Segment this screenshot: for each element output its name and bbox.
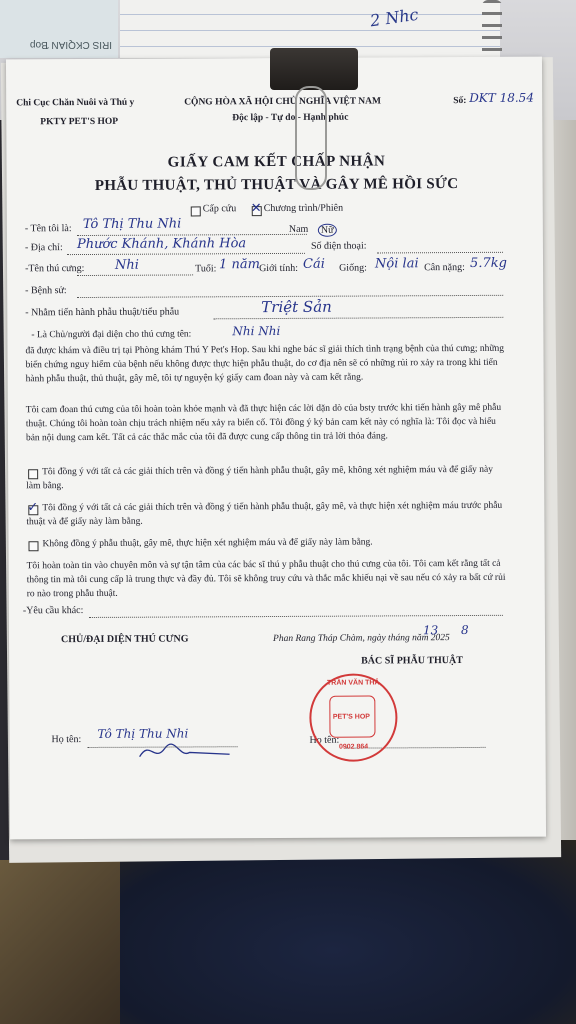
form-title-line1: GIẤY CAM KẾT CHẤP NHẬN [167,153,386,171]
breed-label: Giống: [339,262,367,274]
owner-name-value[interactable]: Tô Thị Thu Nhi [97,726,189,741]
choice2-text: Tôi đồng ý với tất cả các giải thích trên và đồng ý tiến hành phẫu thuật, gây mê, và thực hiện xét nghiệm máu trước phẫu thuật và để giấy này làm bằng. [26,500,503,528]
form-title-line2: PHẪU THUẬT, THỦ THUẬT VÀ GÂY MÊ HỒI SỨC [94,176,459,194]
header-motto: Độc lập - Tự do - Hạnh phúc [232,112,349,124]
checkbox-emergency[interactable] [191,206,201,216]
para3-text: Tôi hoàn toàn tin vào chuyên môn và sự tận tâm của các bác sĩ thú y phẫu thuật cho thú cưng của tôi. Tôi cam kết rằng tất cả thông tin mà tôi cung cấp là trung thực và đầy đủ. Tôi sẽ không truy cứu và thắc mắc khiếu nại về sau nếu có xảy ra bất cứ rủi ro nào trong phẫu thuật. [26,558,506,600]
gender-female-label[interactable]: Nữ [318,224,337,237]
para2-text: Tôi cam đoan thú cưng của tôi hoàn toàn khỏe mạnh và đã thực hiện các lời dặn dò của bsty trước khi tiến hành gây mê phẫu thuật. Chúng tôi hoàn toàn chịu trách nhiệm nếu xảy ra biến cố. Tôi đồng ý ký bản cam kết này có nghĩa là: Tôi đọc và hiểu bản nội dung cam kết. Tất cả các thắc mắc của tôi đã được cung cấp thông tin trả lời thỏa đáng. [25,402,502,444]
para1-start: - Là Chủ/người đại diện cho thú cưng tên: [31,329,192,341]
header-clinic: PKTY PET'S HOP [40,116,119,128]
weight-value[interactable]: 5.7kg [469,255,507,271]
stamp-brand: PET'S HOP [332,713,370,721]
owner-name-label: Họ tên: [51,734,82,746]
notebook-scribble: 2 Nhc [368,4,420,31]
breed-value[interactable]: Nội lai [374,256,419,272]
header-number-value: DKT 18.54 [469,90,534,105]
binder-clip-wire [295,86,327,190]
choice3-text: Không đồng ý phẫu thuật, gây mê, thực hiện xét nghiệm máu và để giấy này làm bằng. [42,537,373,550]
background-side-label: IRIS CKQIAN Ɓop [0,0,118,58]
option-program-label: Chương trình/Phiên [263,202,344,215]
header-country: CỘNG HÒA XÃ HỘI CHỦ NGHĨA VIỆT NAM [184,96,382,108]
choice1-text: Tôi đồng ý với tất cả các giải thích trên và đồng ý tiến hành phẫu thuật, gây mê, không xét nghiệm máu và để giấy này làm bằng. [26,464,494,492]
pet-name-value[interactable]: Nhi [115,257,139,273]
history-label: - Bệnh sử: [25,285,67,297]
notebook-line [120,46,500,47]
header-agency: Chi Cục Chăn Nuôi và Thú y [16,97,135,109]
background-cloth [90,840,576,1024]
consent-form [6,57,546,840]
date-text: Phan Rang Tháp Chàm, ngày tháng năm 2025 [272,633,450,645]
checkbox-program[interactable] [250,201,262,217]
age-value[interactable]: 1 năm [219,257,260,273]
age-label: Tuổi: [195,263,217,275]
header-number-label: Số: [453,95,467,107]
option-emergency-label: Cấp cứu [202,203,237,215]
para1-pet: Nhi Nhi [232,323,281,339]
gender-male-label: Nam [288,223,309,235]
address-line [67,253,305,255]
background-floor [0,860,120,1024]
name-value[interactable]: Tô Thị Thu Nhi [82,216,182,233]
purpose-line [213,317,503,320]
phone-label: Số điện thoại: [310,240,367,252]
name-label: - Tên tôi là: [24,223,72,235]
notebook-line [120,14,500,15]
address-label: - Địa chỉ: [24,242,63,254]
pet-name-label: -Tên thú cưng: [25,263,85,275]
sex-label: Giới tính: [259,262,298,275]
request-label: -Yêu cầu khác: [22,605,84,617]
address-value[interactable]: Phước Khánh, Khánh Hòa [76,236,247,253]
owner-signature-label: CHỦ/ĐẠI DIỆN THÚ CƯNG [60,633,189,646]
binder-clip [270,48,358,90]
doctor-signature-label: BÁC SĨ PHẪU THUẬT [361,655,463,667]
check-mark-icon: ✕ [250,201,262,217]
stamp-phone: 0902 864 [338,743,369,751]
notebook-spiral [482,0,502,60]
date-month[interactable]: 8 [460,622,469,638]
doctor-name-label: Họ tên: [309,734,340,746]
phone-line [377,252,503,254]
clinic-stamp [309,673,397,761]
sex-value[interactable]: Cái [302,256,325,272]
date-day[interactable]: 13 [422,623,439,638]
purpose-label: - Nhằm tiến hành phẫu thuật/tiểu phẫu [25,306,180,319]
purpose-value[interactable]: Triệt Sản [261,297,332,317]
check-mark-icon: ✓ [27,500,39,516]
pet-name-line [77,274,193,276]
stamp-name: TRẦN VĂN THẢ [326,679,380,687]
request-line [89,615,503,618]
para1-text: đã được khám và điều trị tại Phòng khám Thú Y Pet's Hop. Sau khi nghe bác sĩ giải thích tình trạng bệnh của thú cưng; những biến chứng nguy hiểm của bệnh nếu không được thực hiện phẫu thuật, do cơ địa nên sẽ có những rủi ro xảy ra trong khi tiến hành phẫu thuật, thủ thuật, gây mê, tôi tự nguyện ký giấy cam đoan này và cam kết rằng. [25,343,505,385]
weight-label: Cân nặng: [424,262,465,274]
notebook-line [120,30,500,31]
